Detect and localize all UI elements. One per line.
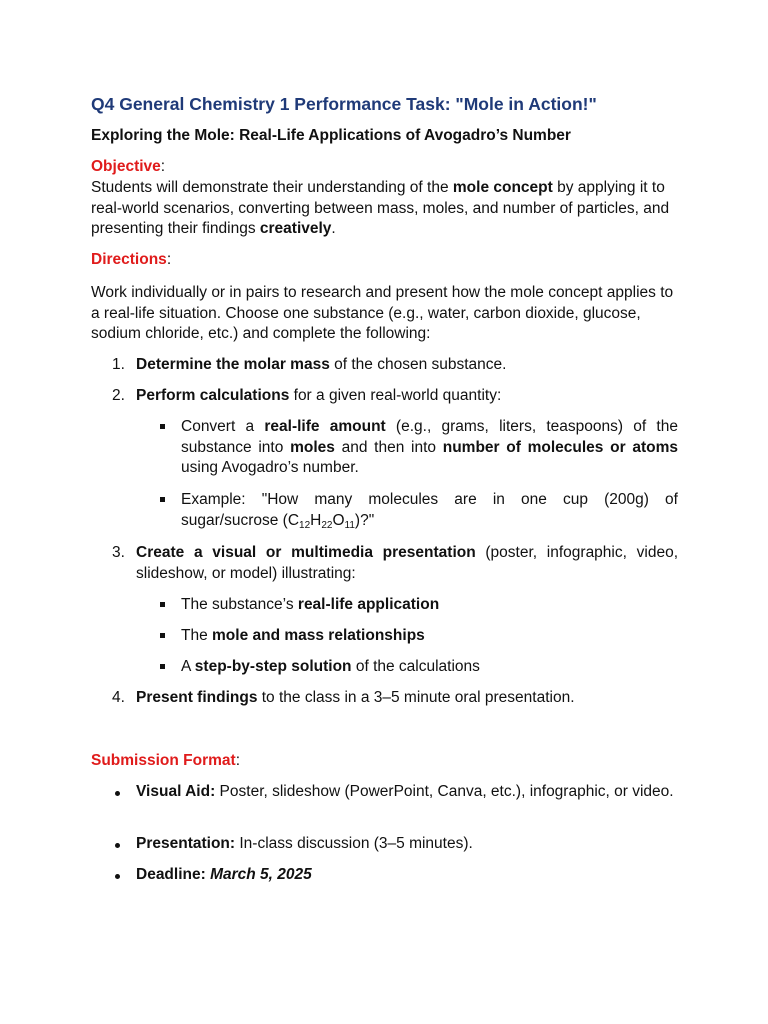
page-subtitle: Exploring the Mole: Real-Life Applications of Avogadro’s Number [91, 127, 571, 144]
square-bullet-icon [160, 424, 165, 429]
step-number: 4. [112, 689, 125, 706]
step-item: Determine the molar mass of the chosen substance. [136, 356, 507, 373]
submission-item: Presentation: In-class discussion (3–5 minutes). [136, 835, 473, 852]
step-number: 2. [112, 387, 125, 404]
square-bullet-icon [160, 633, 165, 638]
objective-heading: Objective: [91, 158, 166, 175]
bullet-dot-icon [115, 791, 120, 796]
step-item: Create a visual or multimedia presentation (poster, infographic, video, slideshow, or model) illustrating: [136, 544, 678, 582]
step3-bullet: A step-by-step solution of the calculations [181, 658, 480, 675]
step2-bullet [181, 490, 678, 531]
directions-paragraph: Work individually or in pairs to research and present how the mole concept applies to a real-life situation. Choose one substance (e.g., water, carbon dioxide, glucose, sodium chloride, etc.) and complete the following: [91, 284, 674, 342]
submission-item: Visual Aid: Poster, slideshow (PowerPoint, Canva, etc.), infographic, or video. [136, 783, 674, 800]
objective-paragraph: Students will demonstrate their understanding of the mole concept by applying it to real-world scenarios, converting between mass, moles, and number of particles, and presenting their findings creatively. [91, 179, 670, 237]
example-formula-line: sugar/sucrose $(C_{12}H_{22}O_{11})$?" [181, 511, 375, 531]
submission-heading: Submission Format: [91, 752, 240, 769]
submission-item: Deadline: March 5, 2025 [136, 866, 312, 883]
square-bullet-icon [160, 602, 165, 607]
example-line: Example: "How many molecules are in one cup (200g) of [181, 491, 678, 508]
step2-bullet: Convert a real-life amount (e.g., grams, liters, teaspoons) of the substance into moles and then into number of molecules or atoms using Avogadro’s number. [181, 418, 678, 476]
square-bullet-icon [160, 664, 165, 669]
page-title: Q4 General Chemistry 1 Performance Task: "Mole in Action!" [91, 94, 597, 114]
step-item: Perform calculations for a given real-world quantity: [136, 387, 502, 404]
step3-bullet: The substance’s real-life application [181, 596, 440, 613]
bullet-dot-icon [115, 843, 120, 848]
step3-bullet: The mole and mass relationships [181, 627, 425, 644]
directions-heading: Directions: [91, 251, 172, 268]
square-bullet-icon [160, 497, 165, 502]
step-item: Present findings to the class in a 3–5 minute oral presentation. [136, 689, 575, 706]
bullet-dot-icon [115, 874, 120, 879]
step-number: 3. [112, 544, 125, 561]
step-number: 1. [112, 356, 125, 373]
